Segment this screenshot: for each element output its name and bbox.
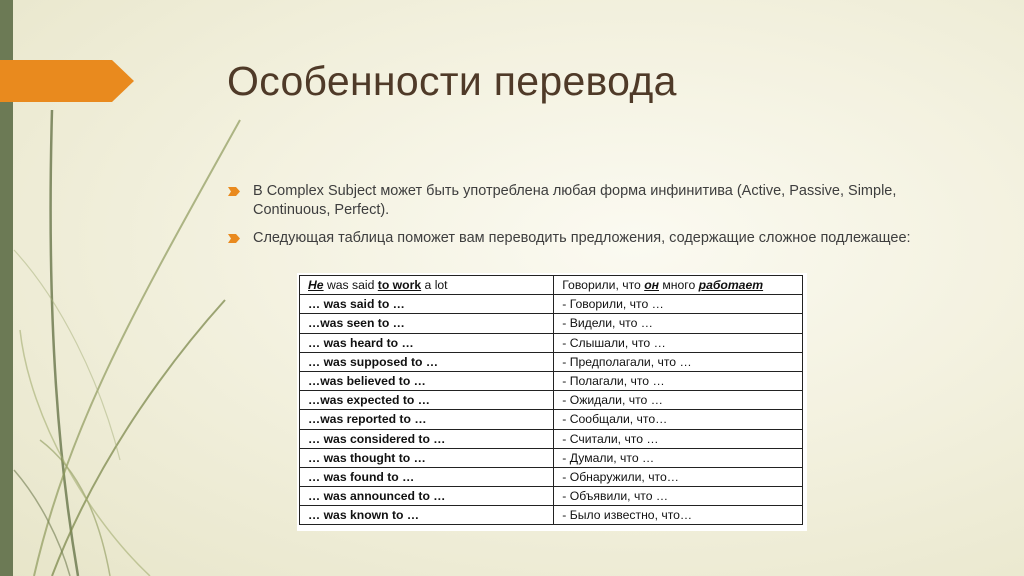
orange-arrow-bullet-icon [228,187,240,196]
translation-table-panel [297,273,807,531]
header-verb: to work [377,278,422,293]
english-cell: … was heard to … [300,333,554,352]
bullet-text: Следующая таблица поможет вам переводить предложения, содержащие сложное подлежащее: [253,230,911,246]
english-cell: …was reported to … [300,410,554,429]
russian-cell: - Объявили, что … [554,487,803,506]
table-row [300,333,803,352]
table-row [300,410,803,429]
english-cell: … was thought to … [300,448,554,467]
bullet-item [228,182,928,220]
russian-cell: - Полагали, что … [554,371,803,390]
russian-cell: - Предполагали, что … [554,352,803,371]
english-cell: … was said to … [300,295,554,314]
english-cell: … was considered to … [300,429,554,448]
header-ru-middle: много [659,278,699,293]
header-english-cell [300,276,554,295]
table-row [300,314,803,333]
bullet-text: В Complex Subject может быть употреблена любая форма инфинитива (Active, Passive, Simple, Continuous, Perfect). [253,183,897,218]
header-subject: He [308,278,324,293]
russian-cell: - Сообщали, что… [554,410,803,429]
russian-cell: - Говорили, что … [554,295,803,314]
bullet-list [228,182,928,257]
table-header-row [300,276,803,295]
orange-arrow-banner-icon [0,60,134,102]
header-russian-cell [554,276,803,295]
header-middle: was said [323,278,378,293]
header-ru-verb: работает [698,278,764,293]
russian-cell: - Слышали, что … [554,333,803,352]
russian-cell: - Считали, что … [554,429,803,448]
table-row [300,429,803,448]
header-ru-lead: Говорили, что [562,278,645,293]
table-row [300,371,803,390]
table-row [300,467,803,486]
table-row [300,391,803,410]
table-row [300,448,803,467]
table-row [300,506,803,525]
english-cell: …was expected to … [300,391,554,410]
russian-cell: - Видели, что … [554,314,803,333]
header-ru-subject: он [644,278,659,293]
english-cell: … was found to … [300,467,554,486]
english-cell: … was announced to … [300,487,554,506]
english-cell: …was seen to … [300,314,554,333]
russian-cell: - Думали, что … [554,448,803,467]
russian-cell: - Было известно, что… [554,506,803,525]
bullet-item [228,229,928,248]
orange-arrow-bullet-icon [228,234,240,243]
table-row [300,295,803,314]
slide-title: Особенности перевода [227,58,677,104]
table-row [300,487,803,506]
english-cell: … was known to … [300,506,554,525]
english-cell: …was believed to … [300,371,554,390]
english-cell: … was supposed to … [300,352,554,371]
table-row [300,352,803,371]
russian-cell: - Обнаружили, что… [554,467,803,486]
russian-cell: - Ожидали, что … [554,391,803,410]
translation-table [299,275,803,525]
header-tail: a lot [421,278,448,293]
